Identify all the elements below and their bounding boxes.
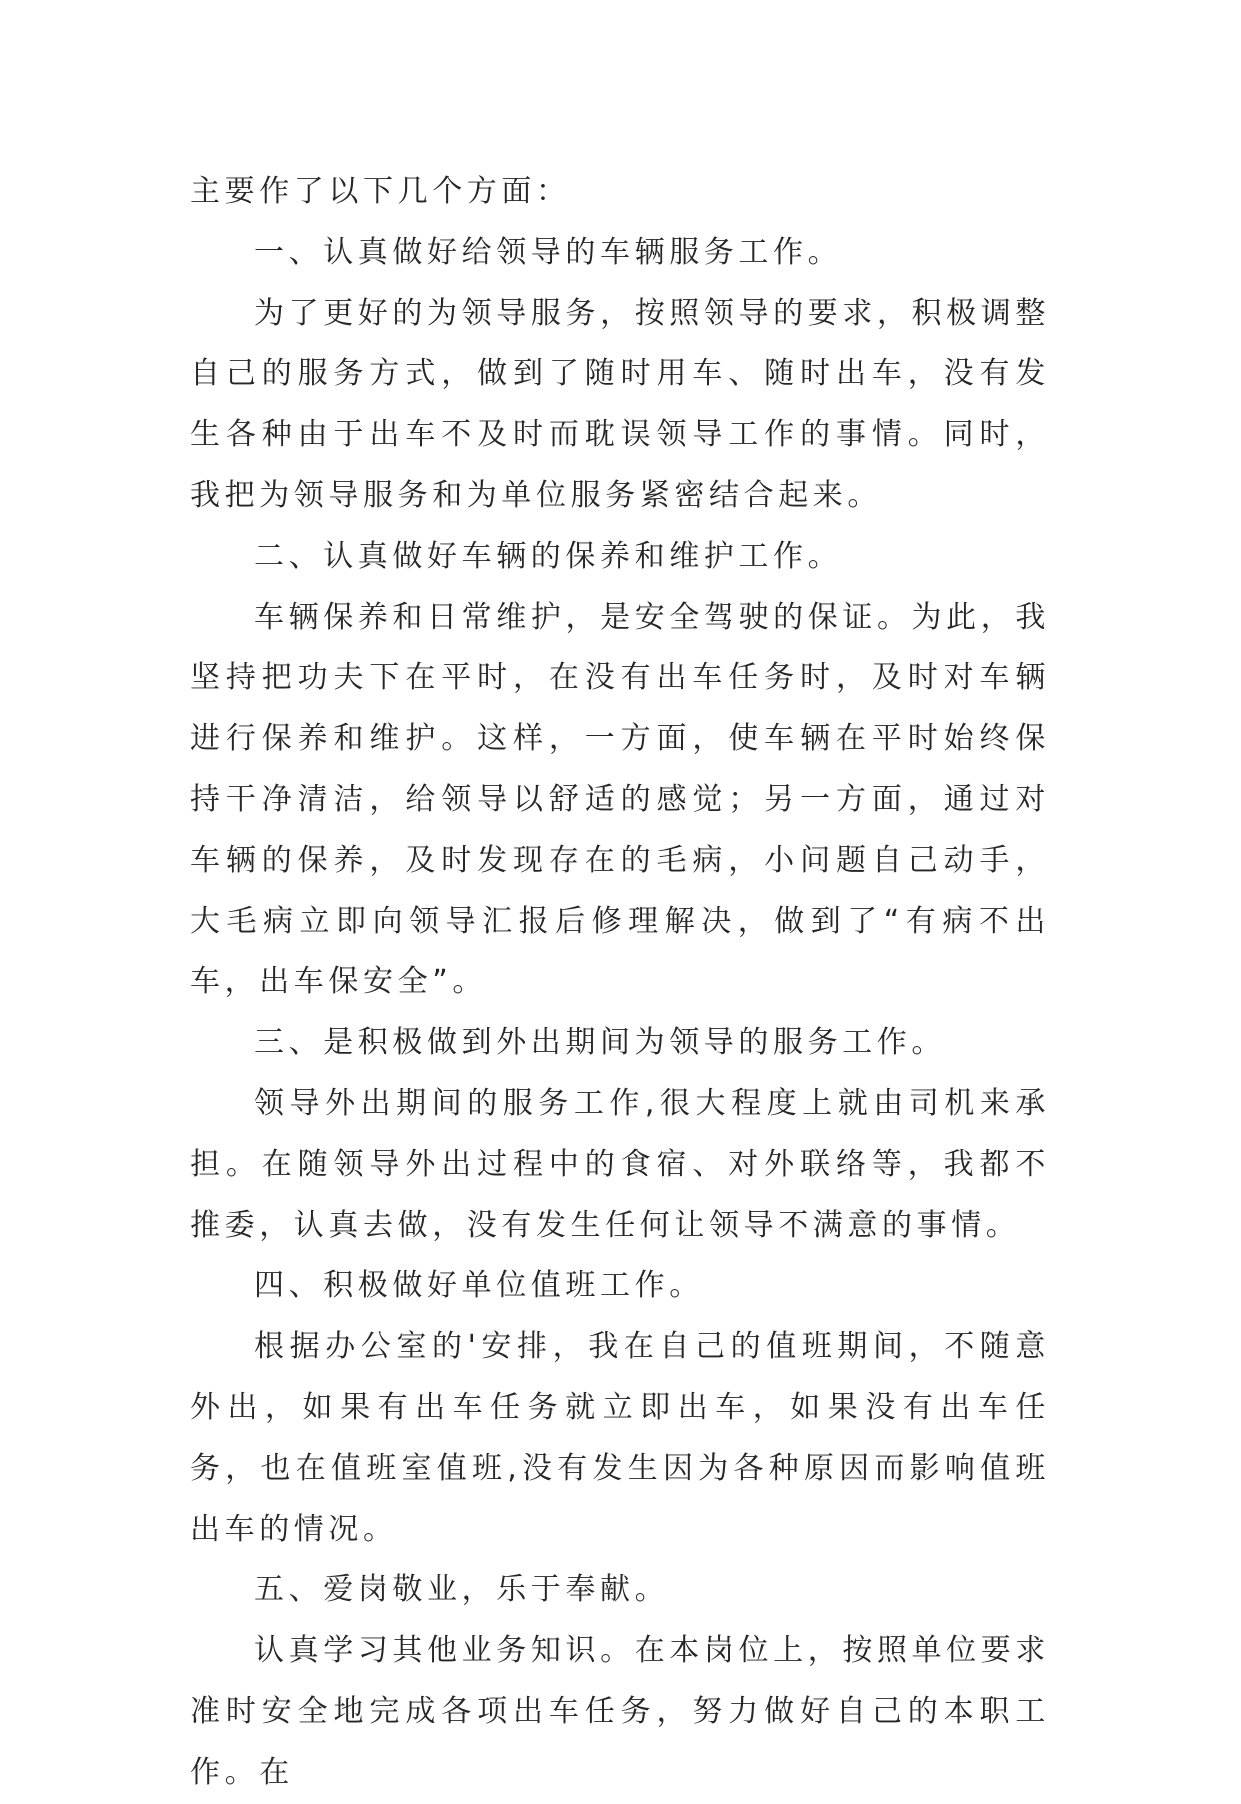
- section-heading-4: 四、积极做好单位值班工作。: [254, 1268, 704, 1304]
- document-body: [190, 162, 1050, 1804]
- section-heading-1: 一、认真做好给领导的车辆服务工作。: [254, 234, 843, 270]
- section-heading-2: 二、认真做好车辆的保养和维护工作。: [254, 538, 843, 574]
- section-body-2: 车辆保养和日常维护，是安全驾驶的保证。为此，我坚持把功夫下在平时，在没有出车任务时，及时对车辆进行保养和维护。这样，一方面，使车辆在平时始终保持干净清洁，给领导以舒适的感觉；另一方面，通过对车辆的保养，及时发现存在的毛病，小问题自己动手，大毛病立即向领导汇报后修理解决，做到了“有病不出车，出车保安全”。: [190, 599, 1050, 1000]
- section-heading-5: 五、爱岗敬业，乐于奉献。: [254, 1572, 670, 1608]
- section-body-3: 领导外出期间的服务工作,很大程度上就由司机来承担。在随领导外出过程中的食宿、对外联络等，我都不推委，认真去做，没有发生任何让领导不满意的事情。: [190, 1085, 1050, 1243]
- section-body-1: 为了更好的为领导服务，按照领导的要求，积极调整自己的服务方式，做到了随时用车、随时出车，没有发生各种由于出车不及时而耽误领导工作的事情。同时，我把为领导服务和为单位服务紧密结合起来。: [190, 295, 1050, 513]
- section-body-5: 认真学习其他业务知识。在本岗位上，按照单位要求准时安全地完成各项出车任务，努力做好自己的本职工作。在: [190, 1633, 1050, 1790]
- intro-paragraph: 主要作了以下几个方面：: [190, 174, 571, 209]
- section-body-4: 根据办公室的'安排，我在自己的值班期间，不随意外出，如果有出车任务就立即出车，如果没有出车任务，也在值班室值班,没有发生因为各种原因而影响值班出车的情况。: [190, 1329, 1050, 1547]
- section-heading-3: 三、是积极做到外出期间为领导的服务工作。: [254, 1025, 946, 1061]
